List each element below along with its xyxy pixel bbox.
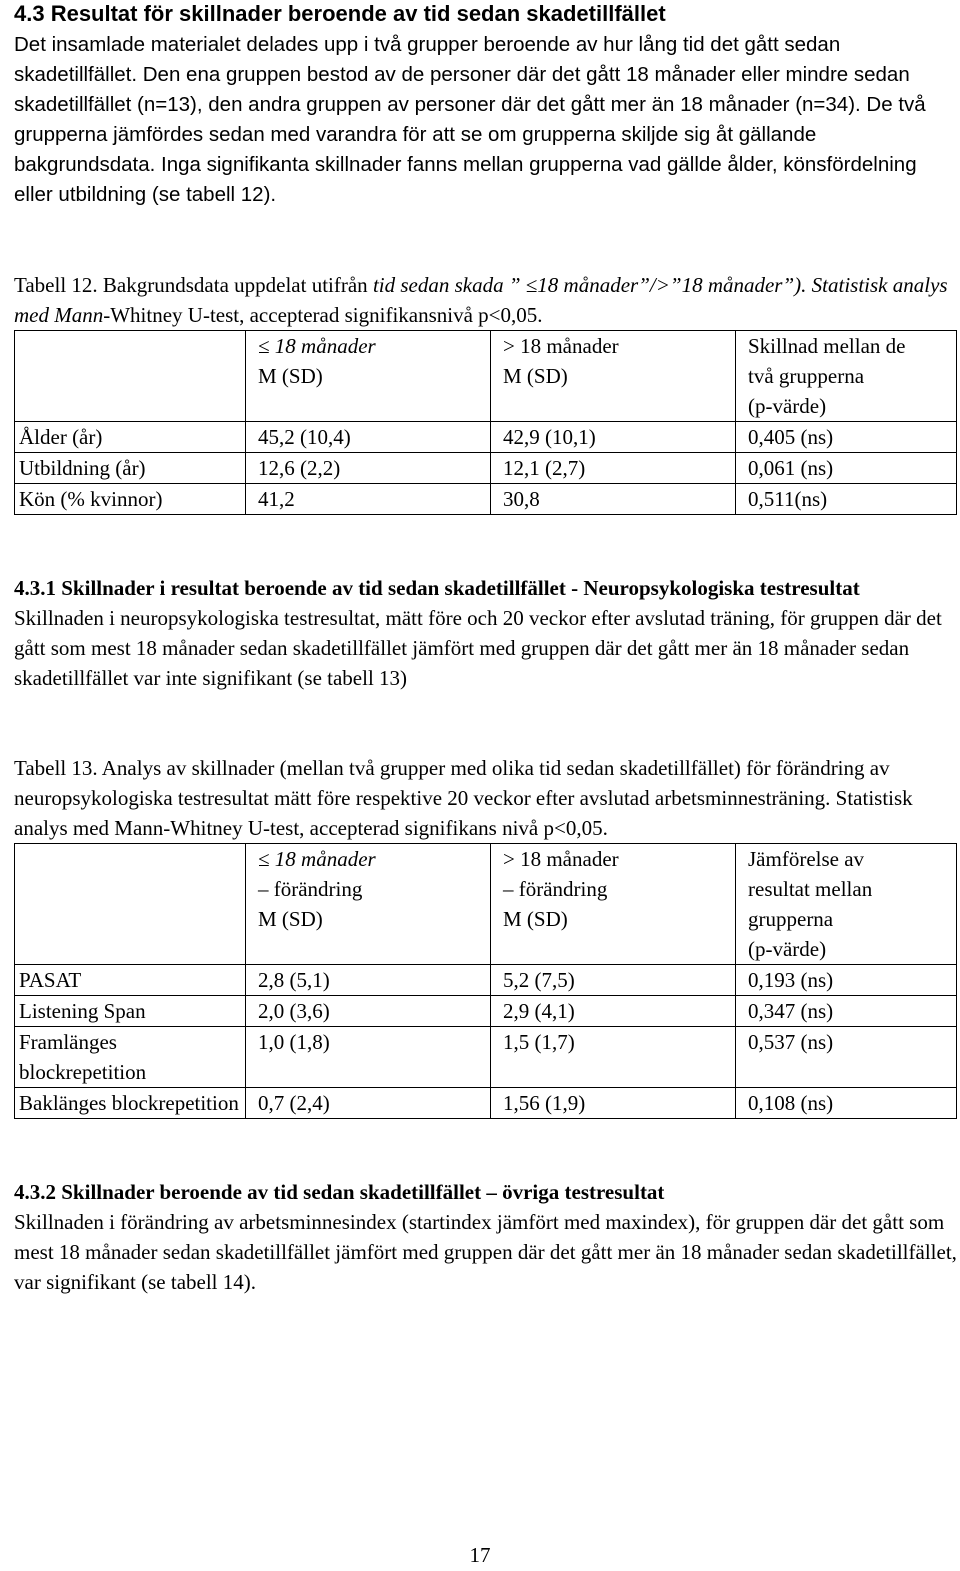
header-line: M (SD): [258, 364, 323, 388]
table-row: [15, 484, 957, 515]
table-cell: 5,2 (7,5): [491, 965, 736, 996]
section-4-3-title: 4.3 Resultat för skillnader beroende av tid sedan skadetillfället: [14, 1, 666, 26]
header-line: > 18 månader: [503, 847, 619, 871]
table-12-caption-end: Whitney U-test, accepterad signifikansnivå p<0,05.: [110, 303, 543, 327]
header-line: > 18 månader: [503, 334, 619, 358]
table-cell: 2,8 (5,1): [246, 965, 491, 996]
header-line: M (SD): [258, 907, 323, 931]
table-cell: 0,7 (2,4): [246, 1088, 491, 1119]
table-header-cell-empty: [15, 844, 246, 965]
table-row: [15, 422, 957, 453]
header-line: M (SD): [503, 907, 568, 931]
table-cell: 0,537 (ns): [736, 1027, 957, 1088]
header-line: resultat mellan: [748, 877, 873, 901]
table-header-cell: [246, 331, 491, 422]
table-cell: 1,0 (1,8): [246, 1027, 491, 1088]
table-12-caption-italic: tid sedan skada ” ≤18 månader”/>”18 månader”). Statistisk analys med Mann-: [14, 273, 948, 327]
header-line: – förändring: [503, 877, 608, 901]
table-header-cell: [736, 331, 957, 422]
section-4-3-body: Det insamlade materialet delades upp i två grupper beroende av hur lång tid det gått sedan skadetillfället. Den ena gruppen bestod av de personer där det gått 18 månader eller mindre sedan skadetillfället (n=13), den andra gruppen av personer där det gått mer än 18 månader (n=34). De två grupperna jämfördes sedan med varandra för att se om grupperna skiljde sig åt gällande bakgrundsdata. Inga signifikanta skillnader fanns mellan grupperna vad gällde ålder, könsfördelning eller utbildning (se tabell 12).: [14, 33, 926, 206]
table-cell: 12,1 (2,7): [491, 453, 736, 484]
table-header-cell-empty: [15, 331, 246, 422]
row-label: PASAT: [15, 965, 246, 996]
header-line: (p-värde): [748, 394, 827, 418]
row-label: Utbildning (år): [15, 453, 246, 484]
table-12: [14, 330, 957, 515]
table-12-caption: [14, 270, 958, 330]
table-header-cell: [246, 844, 491, 965]
table-row: [15, 1027, 957, 1088]
document-page: [14, 0, 958, 1297]
table-cell: 45,2 (10,4): [246, 422, 491, 453]
section-4-3-1-title: 4.3.1 Skillnader i resultat beroende av tid sedan skadetillfället - Neuropsykologiska testresultat: [14, 576, 860, 600]
table-12-caption-start: Tabell 12. Bakgrundsdata uppdelat utifrån: [14, 273, 373, 297]
table-cell: 0,108 (ns): [736, 1088, 957, 1119]
table-cell: 30,8: [491, 484, 736, 515]
row-label: Kön (% kvinnor): [15, 484, 246, 515]
table-header-row: [15, 844, 957, 965]
header-line: Jämförelse av: [748, 847, 865, 871]
table-header-cell: [736, 844, 957, 965]
table-cell: 0,347 (ns): [736, 996, 957, 1027]
header-line: M (SD): [503, 364, 568, 388]
table-cell: 0,061 (ns): [736, 453, 957, 484]
page-number: 17: [469, 1543, 491, 1567]
table-cell: 1,5 (1,7): [491, 1027, 736, 1088]
table-row: [15, 996, 957, 1027]
table-cell: 2,0 (3,6): [246, 996, 491, 1027]
table-row: [15, 1088, 957, 1119]
section-4-3-1-body: Skillnaden i neuropsykologiska testresultat, mätt före och 20 veckor efter avslutad träning, för gruppen där det gått som mest 18 månader sedan skadetillfället jämfört med gruppen där det gått mer än 18 månader sedan skadetillfället var inte signifikant (se tabell 13): [14, 606, 942, 690]
section-4-3-2-body: Skillnaden i förändring av arbetsminnesindex (startindex jämfört med maxindex), för gruppen där det gått som mest 18 månader sedan skadetillfället jämfört med gruppen där det gått mer än 18 månader sedan skadetillfället, var signifikant (se tabell 14).: [14, 1210, 957, 1294]
table-cell: 0,405 (ns): [736, 422, 957, 453]
row-label: Framlänges blockrepetition: [15, 1027, 246, 1088]
table-cell: 0,193 (ns): [736, 965, 957, 996]
row-label: Baklänges blockrepetition: [15, 1088, 246, 1119]
table-header-row: [15, 331, 957, 422]
row-label: Listening Span: [15, 996, 246, 1027]
row-label: Ålder (år): [15, 422, 246, 453]
table-header-cell: [491, 844, 736, 965]
table-row: [15, 965, 957, 996]
table-header-cell: [491, 331, 736, 422]
table-cell: 12,6 (2,2): [246, 453, 491, 484]
header-line: Skillnad mellan de: [748, 334, 906, 358]
header-line: (p-värde): [748, 937, 827, 961]
table-cell: 42,9 (10,1): [491, 422, 736, 453]
header-line: ≤ 18 månader: [258, 847, 376, 871]
header-line: grupperna: [748, 907, 834, 931]
table-cell: 2,9 (4,1): [491, 996, 736, 1027]
table-cell: 1,56 (1,9): [491, 1088, 736, 1119]
header-line: två grupperna: [748, 364, 865, 388]
header-line: – förändring: [258, 877, 363, 901]
table-cell: 41,2: [246, 484, 491, 515]
section-4-3-2-title: 4.3.2 Skillnader beroende av tid sedan skadetillfället – övriga testresultat: [14, 1180, 665, 1204]
table-13: [14, 843, 957, 1119]
table-row: [15, 453, 957, 484]
header-line: ≤ 18 månader: [258, 334, 376, 358]
table-13-caption: Tabell 13. Analys av skillnader (mellan två grupper med olika tid sedan skadetillfället) för förändring av neuropsykologiska testresultat mätt före respektive 20 veckor efter avslutad arbetsminnesträning. Statistisk analys med Mann-Whitney U-test, accepterad signifikans nivå p<0,05.: [14, 756, 913, 840]
table-cell: 0,511(ns): [736, 484, 957, 515]
